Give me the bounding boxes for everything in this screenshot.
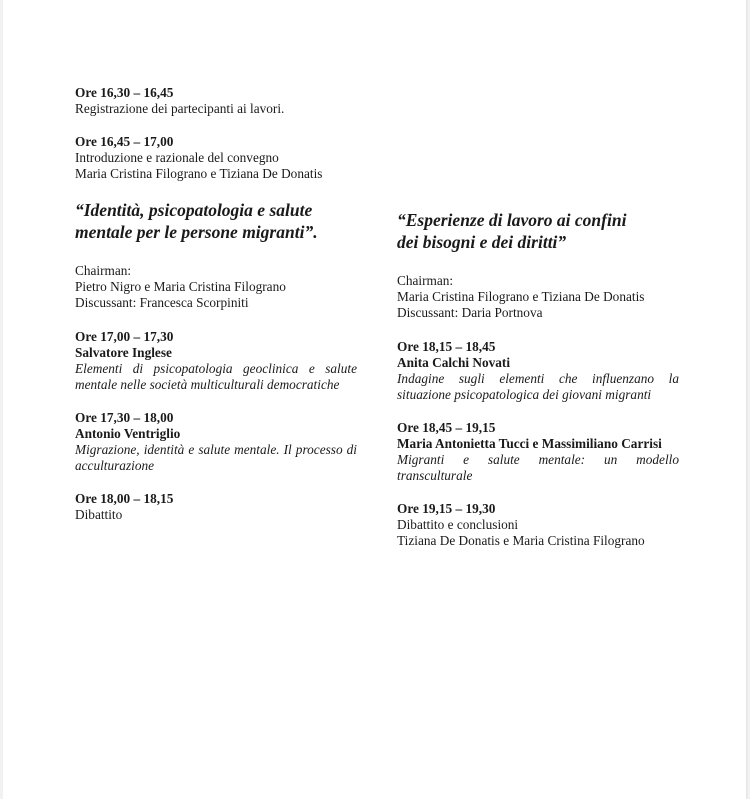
block-text: Registrazione dei partecipanti ai lavori. xyxy=(75,101,285,116)
schedule-block-debate xyxy=(75,491,357,523)
block-names: Tiziana De Donatis e Maria Cristina Filograno xyxy=(397,533,645,548)
discussant: Discussant: Daria Portnova xyxy=(397,305,543,320)
block-text: Introduzione e razionale del convegno xyxy=(75,150,279,165)
chairman-label: Chairman: xyxy=(397,273,454,288)
session-title-line: “Identità, psicopatologia e salute xyxy=(75,200,313,220)
speaker-name: Salvatore Inglese xyxy=(75,345,172,360)
talk-title: Elementi di psicopatologia geoclinica e salute mentale nelle società multiculturali democratiche xyxy=(75,361,357,392)
chairman-label: Chairman: xyxy=(75,263,132,278)
chairman-names: Pietro Nigro e Maria Cristina Filograno xyxy=(75,279,286,294)
session-chairs-left xyxy=(75,263,357,311)
talk-title: Migranti e salute mentale: un modello transculturale xyxy=(397,452,679,483)
talk-title: Migrazione, identità e salute mentale. Il processo di acculturazione xyxy=(75,442,357,473)
block-text: Dibattito xyxy=(75,507,123,522)
left-column xyxy=(75,85,357,523)
schedule-block-registration xyxy=(75,85,357,117)
time-slot: Ore 17,00 – 17,30 xyxy=(75,329,174,344)
schedule-block-introduction xyxy=(75,134,357,182)
speaker-name: Maria Antonietta Tucci e Massimiliano Carrisi xyxy=(397,436,662,451)
right-column xyxy=(397,209,679,549)
session-title-line: “Esperienze di lavoro ai confini xyxy=(397,210,627,230)
time-slot: Ore 18,15 – 18,45 xyxy=(397,339,496,354)
talk-block xyxy=(397,339,679,403)
talk-block xyxy=(75,329,357,393)
session-title-line: dei bisogni e dei diritti” xyxy=(397,232,567,252)
session-chairs-right xyxy=(397,273,679,321)
document-page xyxy=(3,0,746,799)
schedule-block-conclusions xyxy=(397,501,679,549)
discussant: Discussant: Francesca Scorpiniti xyxy=(75,295,249,310)
block-names: Maria Cristina Filograno e Tiziana De Donatis xyxy=(75,166,323,181)
session-title-right xyxy=(397,209,679,253)
block-text: Dibattito e conclusioni xyxy=(397,517,519,532)
speaker-name: Anita Calchi Novati xyxy=(397,355,511,370)
time-slot: Ore 18,45 – 19,15 xyxy=(397,420,496,435)
session-title-line: mentale per le persone migranti”. xyxy=(75,222,318,242)
time-slot: Ore 16,30 – 16,45 xyxy=(75,85,174,100)
time-slot: Ore 18,00 – 18,15 xyxy=(75,491,174,506)
speaker-name: Antonio Ventriglio xyxy=(75,426,181,441)
talk-title: Indagine sugli elementi che influenzano la situazione psicopatologica dei giovani migranti xyxy=(397,371,679,402)
chairman-names: Maria Cristina Filograno e Tiziana De Donatis xyxy=(397,289,645,304)
session-title-left xyxy=(75,199,357,243)
time-slot: Ore 19,15 – 19,30 xyxy=(397,501,496,516)
talk-block xyxy=(397,420,679,484)
time-slot: Ore 17,30 – 18,00 xyxy=(75,410,174,425)
talk-block xyxy=(75,410,357,474)
time-slot: Ore 16,45 – 17,00 xyxy=(75,134,174,149)
